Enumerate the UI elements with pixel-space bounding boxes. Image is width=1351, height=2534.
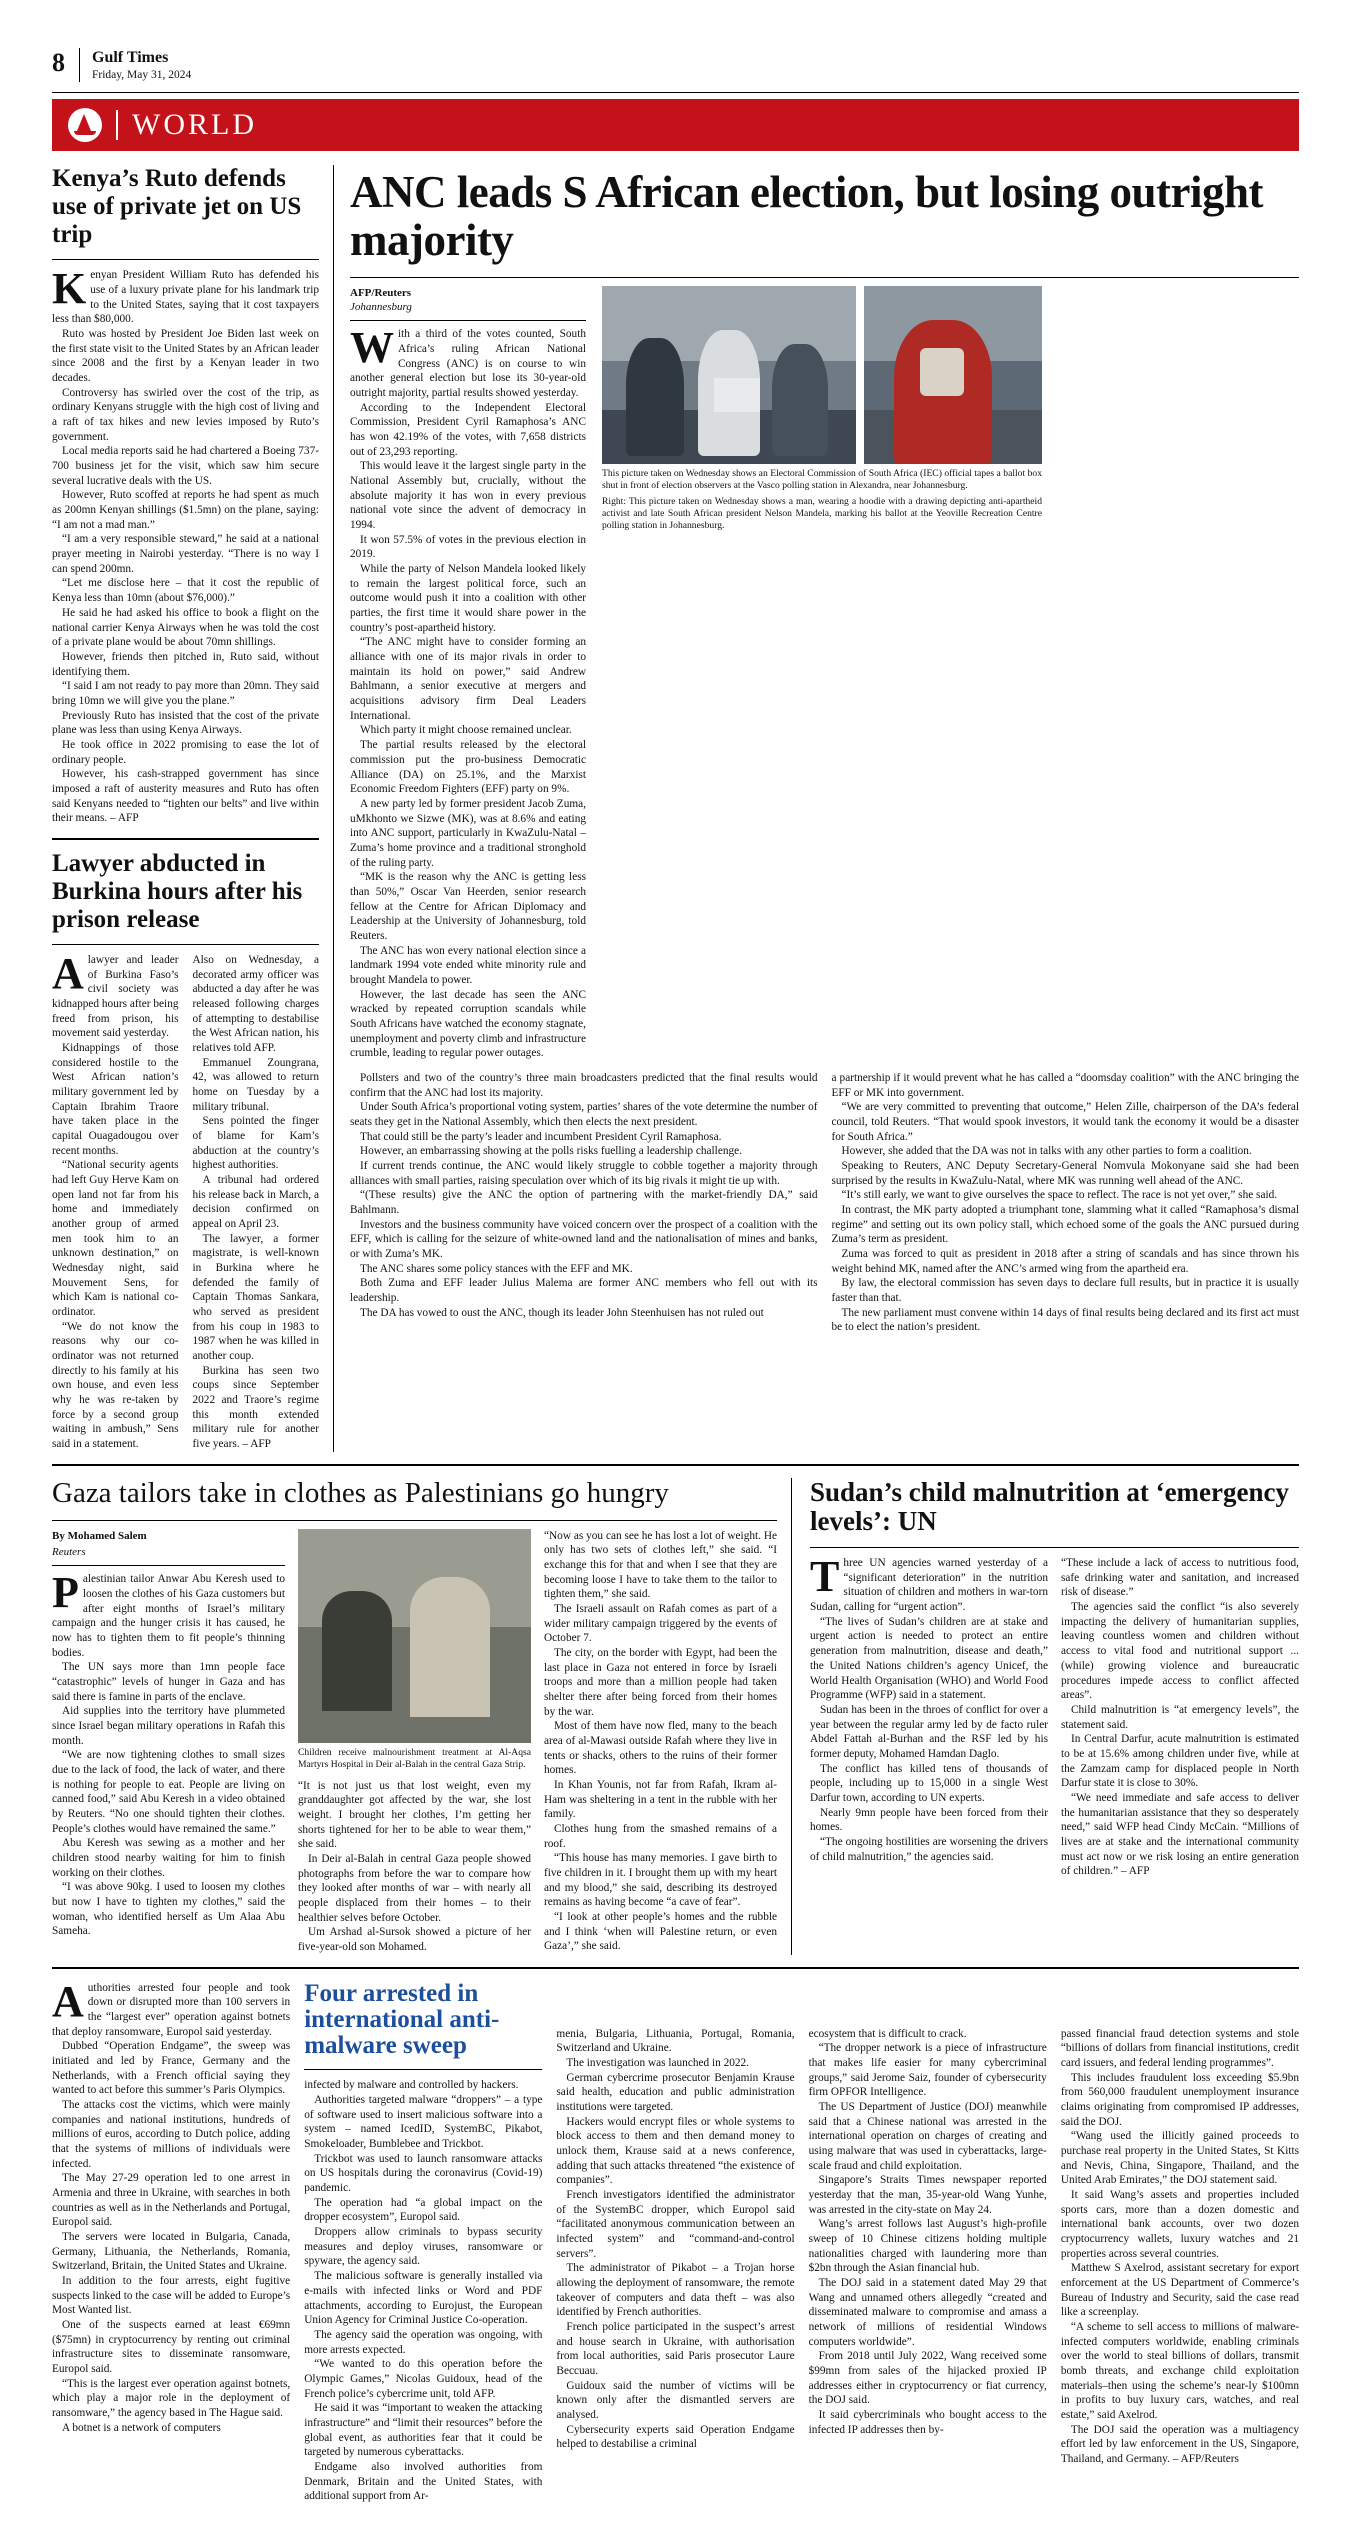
rule (52, 1464, 1299, 1466)
burkina-para: Also on Wednesday, a decorated army officer was abducted a day after he was released following charges of attempting to destabilise the West African nation, his relatives told AFP. (192, 953, 319, 1054)
malware-para: Authorities targeted malware “droppers” – a type of software used to insert malicious software into a system – named IcedID, SystemBC, Pikabot, Smokeloader, Bumblebee and Trickbot. (304, 2094, 543, 2151)
sudan-para: Three UN agencies warned yesterday of a “significant deterioration” in the nutrition situation of children and mothers in war-torn Sudan, calling for “urgent action”. (810, 1552, 1048, 1614)
anc-para: Investors and the business community have voiced concern over the prospect of a coalition with the EFF, which is calling for the seizure of white-owned land and the nationalisation of mines and banks, or with Zuma’s MK. (350, 1218, 818, 1260)
folio-number: 8 (52, 48, 65, 77)
page-header (52, 48, 1299, 88)
gaza-para: The UN says more than 1mn people face “catastrophic” levels of hunger in Gaza and has said there is famine in parts of the enclave. (52, 1661, 285, 1703)
malware-para: He said it was “important to weaken the attacking infrastructure” and “limit their resources” before the global event, as authorities fear that it could be targeted by numerous cyberattacks. (304, 2402, 543, 2459)
rule (52, 944, 319, 945)
burkina-para: The lawyer, a former magistrate, is well-known in Burkina where he defended the family of Captain Thomas Sankara, who served as president from his coup in 1983 to 1987 when he was killed in another coup. (192, 1232, 319, 1363)
mid-section (52, 1478, 1299, 1955)
malware-para: The administrator of Pikabot – a Trojan horse allowing the deployment of ransomware, the remote takeover of computers and data theft – was also identified by French authorities. (556, 2262, 795, 2319)
masthead (79, 48, 191, 82)
gaza-col-1 (52, 1529, 285, 1955)
header-rule (52, 92, 1299, 93)
malware-col-2 (304, 1981, 542, 2504)
sudan-para: In Central Darfur, acute malnutrition is estimated to be at 15.6% among children under five, while at the Zamzam camp for displaced people in North Darfur state it is close to 30%. (1061, 1733, 1299, 1790)
malware-para: It said Wang’s assets and properties included sports cars, more than a dozen domestic and international bank accounts, over two dozen cryptocurrency wallets, luxury watches and 21 properties across several countries. (1060, 2189, 1300, 2260)
sudan-para: “We need immediate and safe access to deliver the humanitarian assistance that they so desperately need,” said WFP head Cindy McCain. “Millions of lives are at stake and the international community must act now or we risk losing an entire generation of children.” – AFP (1061, 1791, 1299, 1878)
malware-para: Hackers would encrypt files or whole systems to block access to them and then demand money to unlock them, Krause said at a news conference, adding that such attacks threatened “the existence of companies”. (556, 2115, 795, 2187)
anc-para: “MK is the reason why the ANC is getting less than 50%,” Oscar Van Heerden, senior research fellow at the Centre for African Diplomacy and Leadership at the University of Johannesburg, told Reuters. (350, 871, 586, 942)
burkina-para: Burkina has seen two coups since September 2022 and Traore’s regime this month extended military rule for another five years. – AFP (192, 1364, 319, 1451)
anc-para: However, she added that the DA was not in talks with any other parties to form a coalition. (841, 1145, 1252, 1158)
malware-col-4 (809, 1981, 1047, 2504)
anc-byline-agency: AFP/Reuters (350, 286, 412, 299)
gaza-byline: By Mohamed Salem (52, 1529, 147, 1542)
anc-para: “We are very committed to preventing that outcome,” Helen Zille, chairperson of the DA’s federal council, told Reuters. “That would spook investors, it would tank the economy it would be a disaster for South Africa.” (831, 1101, 1299, 1143)
anc-dateline: Johannesburg (350, 301, 412, 314)
rule (52, 838, 319, 840)
sudan-headline: Sudan’s child malnutrition at ‘emergency levels’: UN (810, 1476, 1289, 1537)
malware-para: A botnet is a network of computers (62, 2421, 221, 2434)
malware-para: passed financial fraud detection systems and stole “billions of dollars from financial institutions, credit card issuers, and federal lending programmes”. (1060, 2027, 1300, 2070)
left-column (52, 165, 334, 1451)
rule (350, 277, 1299, 278)
malware-para: Wang’s arrest follows last August’s high-profile sweep of 10 Chinese citizens holding multiple nationalities charged with laundering more than $2bn through the Asian financial hub. (808, 2218, 1047, 2275)
anc-para: Speaking to Reuters, ANC Deputy Secretary-General Nomvula Mokonyane said she had been surprised by the results in KwaZulu-Natal, where MK was running well ahead of the ANC. (831, 1159, 1299, 1187)
gaza-photo-caption: Children receive malnourishment treatment at Al-Aqsa Martyrs Hospital in Deir al-Balah in the central Gaza Strip. (298, 1746, 531, 1770)
malware-para: “A scheme to sell access to millions of malware-infected computers worldwide, enabling criminals over the world to steal billions of dollars, transmit bomb threats, and exchange child exploitation materials–then using the scheme’s near-ly $100mn in profits to buy luxury cars, watches, and real estate,” said Axelrod. (1060, 2321, 1300, 2422)
malware-para: French police participated in the suspect’s arrest and house search in Ukraine, with authorisation from local authorities, said Paris prosecutor Laure Beccuau. (556, 2321, 795, 2378)
gaza-para: In Deir al-Balah in central Gaza people showed photographs from before the war to compare how they looked after months of war – with nearly all people displaced from their homes – to their healthier selves before October. (298, 1852, 531, 1924)
malware-para: Guidoux said the number of victims will be known only after the dismantled servers are analysed. (556, 2379, 795, 2422)
malware-para: Matthew S Axelrod, assistant secretary for export enforcement at the US Department of Commerce’s Bureau of Industry and Security, said the case read like a screenplay. (1060, 2262, 1300, 2319)
malware-para: The operation had “a global impact on the dropper ecosystem”, Europol said. (304, 2196, 543, 2224)
rule (52, 1565, 285, 1566)
gaza-article (52, 1478, 792, 1955)
anc-article (334, 165, 1299, 1451)
gaza-col-2 (298, 1529, 531, 1955)
anc-para: The partial results released by the electoral commission put the pro-business Democratic Alliance (DA) on 25.1%, and the Marxist Economic Freedom Fighters (EFF) party on 9%. (350, 739, 586, 796)
anc-top-grid (350, 286, 1299, 1061)
burkina-para: “National security agents had left Guy Herve Kam on open land not far from his home and immediately another group of armed men took him to an unknown destination,” on Wednesday night, said Mouvement Sens, for which Kam is national co-ordinator. (52, 1159, 179, 1319)
sudan-para: “These include a lack of access to nutritious food, safe drinking water and sanitation, and increased risk of disease.” (1061, 1557, 1299, 1599)
malware-para: The attacks cost the victims, which were mainly companies and national institutions, hundreds of millions of euros, according to Dutch police, adding that the systems of millions of individuals were infected. (52, 2099, 291, 2170)
anc-para: a partnership if it would prevent what he has called a “doomsday coalition” with the ANC bringing the EFF or MK into government. (831, 1071, 1299, 1099)
malware-para: infected by malware and controlled by hackers. (304, 2079, 519, 2092)
photo-malnutrition-treatment (298, 1529, 531, 1743)
malware-para: Authorities arrested four people and took down or disrupted more than 100 servers in the “largest ever” operation against botnets that deploy ransomware, Europol said yesterday. (52, 1976, 291, 2038)
anc-para: By law, the electoral commission has seven days to declare full results, but in practice it is usually faster than that. (831, 1277, 1299, 1305)
gaza-para: “I was above 90kg. I used to loosen my clothes but now I have to tighten my clothes,” said the woman, who identified herself as Um Alaa Abu Sameha. (52, 1881, 285, 1938)
malware-para: “Wang used the illicitly gained proceeds to purchase real property in the United States, St Kitts and Nevis, China, Singapore, Thailand, and the United Arab Emirates,” the DOJ statement said. (1060, 2130, 1300, 2187)
gaza-para: “I look at other people’s homes and the rubble and I think ‘when will Palestine return, or even Gaza’,” she said. (544, 1911, 777, 1953)
anc-para: “The ANC might have to consider forming an alliance with one of its major rivals in order to maintain its hold on power,” said Andrew Bahlmann, a senior executive at mergers and acquisitions advisory firm Deal Leaders International. (350, 636, 586, 722)
kenya-para: “Let me disclose here – that it cost the republic of Kenya less than 10mn (about $76,000).” (52, 577, 319, 605)
photo-row (602, 286, 1042, 464)
malware-para: The DOJ said the operation was a multiagency effort led by law enforcement in the US, Singapore, Thailand, and Germany. – AFP/Reuters (1060, 2423, 1300, 2466)
rule (350, 320, 586, 321)
anc-para: With a third of the votes counted, South Africa’s ruling African National Congress (ANC) is on course to win another general election but lose its 30-year-old outright majority, partial results showed yesterday. (350, 323, 586, 400)
anc-para: In contrast, the MK party adopted a triumphant tone, slamming what it called “Ramaphosa’s dismal regime” and setting out its own policy stall, which echoed some of the goals the ANC pursued during Zuma’s term as president. (831, 1203, 1299, 1246)
malware-para: “The dropper network is a piece of infrastructure that makes life easier for many cybercriminal groups,” said Jerome Saiz, founder of cybersecurity firm OPFOR Intelligence. (808, 2042, 1047, 2099)
malware-para: Droppers allow criminals to bypass security measures and deploy viruses, ransomware or spyware, the agency said. (304, 2226, 543, 2268)
anc-para: “(These results) give the ANC the option of partnering with the market-friendly DA,” said Bahlmann. (350, 1189, 818, 1216)
burkina-para: A tribunal had ordered his release back in March, a decision confirmed on appeal on April 23. (192, 1173, 319, 1230)
anc-para: While the party of Nelson Mandela looked likely to remain the largest political force, such an outcome would push it into a coalition with other parties, the first time it would share power in the country’s post-apartheid history. (350, 563, 586, 634)
rule (810, 1547, 1299, 1548)
kenya-para: Local media reports said he had chartered a Boeing 737-700 business jet for the visit, which saw him secure several lucrative deals with the US. (52, 445, 319, 487)
anc-para: Pollsters and two of the country’s three main broadcasters predicted that the final results would confirm that the ANC had lost its majority. (350, 1071, 818, 1099)
kenya-para: He took office in 2022 promising to ease the lot of ordinary people. (52, 738, 319, 766)
kenya-para: “I am a very responsible steward,” he said at a national prayer meeting in Nairobi yesterday. “There is no way I can spend 200mn. (52, 533, 319, 575)
gaza-para: “We are now tightening clothes to small sizes due to the lack of food, the lack of water, and there is nothing for people to eat. People are living on canned food,” said Abu Keresh in a video obtained by Reuters. “No one should tighten their clothes. People’s clothes would have remained the same.” (52, 1749, 285, 1835)
anc-para: Under South Africa’s proportional voting system, parties’ shares of the vote determine the number of seats they get in the National Assembly, which then elects the next president. (350, 1101, 818, 1128)
malware-para: French investigators identified the administrator of the SystemBC dropper, which Europol said “facilitated anonymous communication between an infected system” and “command-and-control servers”. (556, 2189, 795, 2260)
malware-para: “We wanted to do this operation before the Olympic Games,” Nicolas Guidoux, head of the French police’s cybercrime unit, told AFP. (304, 2358, 543, 2400)
gaza-para: Most of them have now fled, many to the beach area of al-Mawasi outside Rafah where they live in tents or shacks, others to the ruins of their former homes. (544, 1720, 777, 1777)
sudan-para: Sudan has been in the throes of conflict for over a year between the regular army led by de facto ruler Abdel Fattah al-Burhan and the RSF led by his former deputy, Mohamed Hamdan Daglo. (810, 1703, 1048, 1760)
malware-para: German cybercrime prosecutor Benjamin Krause said health, education and public administration institutions were targeted. (556, 2071, 795, 2114)
gaza-para: “This house has many memories. I gave birth to five children in it. I brought them up with my heart and my blood,” she said, describing its destroyed remains as having become “a cave of fear”. (544, 1852, 777, 1909)
malware-para: The malicious software is generally installed via e-mails with infected links or Word and PDF attachments, according to Eurojust, the European Union Agency for Criminal Justice Co-operation. (304, 2270, 543, 2327)
anc-col-a (350, 286, 586, 1061)
malware-para: The US Department of Justice (DOJ) meanwhile said that a Chinese national was arrested in the international operation on charges of creating and using malware that was used in cyberattacks, large-scale fraud and child exploitation. (808, 2101, 1047, 2172)
kenya-para: “I said I am not ready to pay more than 20mn. They said bring 10mn we will give you the plane.” (52, 680, 319, 707)
malware-col-3 (556, 1981, 794, 2504)
gaza-para: “Now as you can see he has lost a lot of weight. He only has two sets of clothes left,” she said. “I exchange this for that and when I see that they are becoming loose I have to take them to the tailor to tighten them,” she said. (544, 1529, 777, 1601)
section-band (52, 99, 1299, 151)
anc-para: “It’s still early, we want to give ourselves the space to reflect. The race is not yet over,” she said. (841, 1189, 1278, 1202)
gaza-para: Palestinian tailor Anwar Abu Keresh used to loosen the clothes of his Gaza customers but after eight months of Israel’s military campaign and the hunger crisis it has caused, he now has to tighten them to fit people’s thinning bodies. (52, 1568, 285, 1659)
malware-para: One of the suspects earned at least €69mn ($75mn) in cryptocurrency by renting out criminal infrastructure sites to disseminate ransomware, Europol said. (52, 2319, 291, 2376)
anc-para: The ANC shares some policy stances with the EFF and MK. (360, 1262, 633, 1275)
malware-para: Cybersecurity experts said Operation Endgame helped to destabilise a criminal (556, 2423, 795, 2451)
malware-para: In addition to the four arrests, eight fugitive suspects linked to the case will be added to Europe’s Most Wanted list. (52, 2275, 291, 2317)
anc-para: The new parliament must convene within 14 days of final results being declared and its first act must be to elect the nation’s president. (831, 1306, 1299, 1334)
malware-para: The servers were located in Bulgaria, Canada, Germany, Lithuania, the Netherlands, Romania, Switzerland, Britain, the United States and Ukraine. (52, 2231, 291, 2273)
anc-para: The DA has vowed to oust the ANC, though its leader John Steenhuisen has not ruled out (360, 1306, 764, 1319)
photo-ballot-box (602, 286, 856, 464)
burkina-para: Kidnappings of those considered hostile to the West African nation’s military government led by Captain Ibrahim Traore have taken place in the capital Ouagadougou over recent months. (52, 1041, 179, 1157)
burkina-para: Emmanuel Zoungrana, 42, was allowed to return home on Tuesday by a military tribunal. (192, 1056, 319, 1113)
sudan-para: “The lives of Sudan’s children are at stake and urgent action is needed to protect an entire generation from malnutrition, disease and death,” the United Nations children’s agency Unicef, the World Health Organisation (WHO) and World Food Programme (WFP) said in a statement. (810, 1615, 1048, 1702)
anc-col-b (350, 1071, 818, 1335)
kenya-headline: Kenya’s Ruto defends use of private jet on US trip (52, 165, 302, 249)
malware-para: ecosystem that is difficult to crack. (808, 2027, 967, 2040)
burkina-para: Sens pointed the finger of blame for Kam’s abduction at the country’s highest authorities. (192, 1115, 319, 1172)
kenya-para: He said he had asked his office to book a flight on the national carrier Kenya Airways when he was told the cost of a private plane would be about 70mn shillings. (52, 606, 319, 649)
burkina-columns (52, 948, 319, 1452)
malware-para: “This is the largest ever operation against botnets, which play a major role in the deployment of ransomware,” the agency based in The Hague said. (52, 2377, 291, 2420)
kenya-para: However, friends then pitched in, Ruto said, without identifying them. (52, 650, 319, 678)
burkina-col-2 (193, 953, 320, 1452)
anc-para: However, the last decade has seen the ANC wracked by repeated corruption scandals while South Africans have watched the economy stagnate, unemployment and poverty climb and infrastructure crumble, leading to regular power outages. (350, 988, 586, 1060)
sudan-para: “The ongoing hostilities are worsening the drivers of child malnutrition,” the agencies said. (810, 1835, 1048, 1863)
malware-para: Dubbed “Operation Endgame”, the sweep was initiated and led by France, Germany and the Netherlands, with a French official saying they wanted to act before this summer’s Paris Olympics. (52, 2040, 291, 2097)
malware-para: The agency said the operation was ongoing, with more arrests expected. (304, 2328, 543, 2356)
anc-para: The ANC has won every national election since a landmark 1994 vote ended white minority rule and brought Mandela to power. (350, 944, 586, 986)
anc-para: According to the Independent Electoral Commission, President Cyril Ramaphosa’s ANC has won 42.19% of the votes, with 7,658 districts out of 23,293 reporting. (350, 401, 586, 458)
anc-photo-caption-right: Right: This picture taken on Wednesday shows a man, wearing a hoodie with a drawing depicting anti-apartheid activist and late South African president Nelson Mandela, marking his ballot at the Yeoville Recreation Centre polling station in Johannesburg. (602, 495, 1042, 531)
malware-col-5 (1061, 1981, 1299, 2504)
kenya-para: However, his cash-strapped government has since imposed a raft of austerity measures and Ruto has often said Kenyans needed to “tighten our belts” and live within their means. – AFP (52, 768, 319, 825)
anc-para: That could still be the party’s leader and incumbent President Cyril Ramaphosa. (360, 1130, 722, 1143)
rule (52, 259, 319, 260)
gaza-headline: Gaza tailors take in clothes as Palestinians go hungry (52, 1476, 669, 1509)
burkina-para: Alawyer and leader of Burkina Faso’s civil society was kidnapped hours after being freed from prison, his movement said yesterday. (52, 948, 179, 1040)
sudan-para: The agencies said the conflict “is also severely impacting the delivery of humanitarian supplies, leaving countless women and children without access to vital food and nutritional support ... (while) growing violence and bureaucratic procedures impede access to conflict affected areas”. (1061, 1601, 1299, 1702)
gaza-para: The city, on the border with Egypt, had been the last place in Gaza not entered in force by Israeli troops and more than a million people had taken shelter there after being forced from their homes by the war. (544, 1647, 777, 1718)
burkina-para: “We do not know the reasons why our co-ordinator was not returned directly to his family at his own house, and even less why he was re-taken by force by a second group waiting in ambush,” Sens said in a statement. (52, 1320, 179, 1451)
rule (52, 1967, 1299, 1969)
malware-para: Endgame also involved authorities from Denmark, Britain and the United States, with additional support from Ar- (304, 2460, 543, 2503)
publication-date: Friday, May 31, 2024 (92, 69, 192, 81)
malware-para: Singapore’s Straits Times newspaper reported yesterday that the man, 35-year-old Wang Yunhe, was arrested in the city-state on May 24. (808, 2174, 1047, 2216)
gaza-col-3 (544, 1529, 777, 1955)
kenya-para: Previously Ruto has insisted that the cost of the private plane was less than using Kenya Airways. (52, 709, 319, 737)
malware-col-1 (52, 1976, 291, 2504)
sudan-columns (810, 1552, 1299, 1879)
sudan-article (808, 1478, 1299, 1955)
anc-para: A new party led by former president Jacob Zuma, uMkhonto we Sizwe (MK), was at 8.6% and eating into ANC support, particularly in KwaZulu-Natal – Zuma’s home province and a traditional stronghold of the ruling party. (350, 797, 586, 869)
malware-para: From 2018 until July 2022, Wang received some $99mn from sales of the hijacked proxied IP addresses either in cryptocurrency or fiat currency, the DOJ said. (808, 2350, 1047, 2407)
malware-para: menia, Bulgaria, Lithuania, Portugal, Romania, Switzerland and Ukraine. (556, 2027, 795, 2055)
sudan-col-1 (810, 1552, 1048, 1879)
gaza-byline-agency: Reuters (52, 1545, 86, 1558)
sudan-col-2 (1061, 1556, 1299, 1879)
rule (304, 2069, 542, 2070)
gaza-para: In Khan Younis, not far from Rafah, Ikram al-Ham was sheltering in a tent in the rubble with her family. (544, 1779, 777, 1821)
burkina-headline: Lawyer abducted in Burkina hours after his prison release (52, 849, 303, 933)
malware-para: Trickbot was used to launch ransomware attacks on US hospitals during the coronavirus (Covid-19) pandemic. (304, 2152, 543, 2195)
malware-article (52, 1976, 1300, 2504)
malware-para: This includes fraudulent loss exceeding $5.9bn from 560,000 fraudulent unemployment insurance claims originating from compromised IP addresses, said the DOJ. (1060, 2071, 1300, 2128)
malware-headline: Four arrested in international anti-malware sweep (304, 1979, 500, 2060)
sudan-para: The conflict has killed tens of thousands of people, including up to 15,000 in a single West Darfur town, according to UN experts. (810, 1762, 1048, 1804)
kenya-para: Controversy has swirled over the cost of the trip, as ordinary Kenyans struggle with the high cost of living and a raft of tax hikes and new levies imposed by Ruto’s government. (52, 386, 319, 443)
kenya-para: Kenyan President William Ruto has defended his use of a luxury private plane for his landmark trip to the United States, saying that it cost taxpayers less than $80,000. (52, 264, 319, 326)
malware-para: The investigation was launched in 2022. (566, 2057, 749, 2070)
malware-para: The May 27-29 operation led to one arrest in Armenia and three in Ukraine, with searches in both countries as well as in the Netherlands and Portugal, Europol said. (52, 2172, 291, 2229)
anc-byline (350, 286, 586, 315)
gaza-para: The Israeli assault on Rafah comes as part of a wider military campaign triggered by the events of October 7. (544, 1603, 777, 1645)
sudan-para: Nearly 9mn people have been forced from their homes. (810, 1806, 1048, 1834)
anc-bottom-columns (350, 1071, 1299, 1335)
anc-para: Zuma was forced to quit as president in 2018 after a string of scandals and has since thrown his weight behind MK, named after the ANC’s armed wing from the apartheid era. (831, 1248, 1299, 1275)
sudan-para: Child malnutrition is “at emergency levels”, the statement said. (1061, 1703, 1299, 1731)
anc-para: It won 57.5% of votes in the previous election in 2019. (350, 533, 586, 561)
gaza-para: Um Arshad al-Sursok showed a picture of her five-year-old son Mohamed. (298, 1926, 531, 1953)
paper-name: Gulf Times (92, 49, 169, 66)
gaza-para: Aid supplies into the territory have plummeted since Israel began military operations in Rafah this month. (52, 1705, 285, 1747)
burkina-col-1 (52, 948, 179, 1452)
kenya-para: Ruto was hosted by President Joe Biden last week on the first state visit to the United States by an African leader since 2008 and the first by a Kenyan leader in two decades. (52, 328, 319, 385)
gaza-para: Clothes hung from the smashed remains of a roof. (544, 1823, 777, 1850)
anc-para: If current trends continue, the ANC would likely struggle to cobble together a majority through alliances with small parties, raising speculation over which of its big rivals it might tie up with. (350, 1159, 818, 1187)
gaza-para: Abu Keresh was sewing as a mother and her children stood nearby waiting for him to finish working on their clothes. (52, 1837, 285, 1879)
top-section (52, 165, 1299, 1451)
photo-mandela-hoodie (864, 286, 1042, 464)
malware-para: The DOJ said in a statement dated May 29 that Wang and unnamed others allegedly “created and disseminated malware to compromise and amass a network of millions of residential Windows computers worldwide”. (808, 2277, 1047, 2348)
gaza-para: “It is not just us that lost weight, even my granddaughter got affected by the war, she lost weight. I brought her clothes, I’m getting her shorts tightened for her to be able to wear them,” she said. (298, 1779, 531, 1851)
kenya-para: However, Ruto scoffed at reports he had spent as much as 200mn Kenyan shillings ($1.5mn) on the plane, saying: “I am not a mad man.” (52, 489, 319, 531)
anc-col-c (832, 1071, 1300, 1335)
anc-para: This would leave it the largest single party in the National Assembly but, crucially, without the absolute majority it has won in every previous national vote since the advent of democracy in 1994. (350, 460, 586, 532)
rule (52, 1520, 777, 1521)
section-title: WORLD (132, 108, 257, 142)
band-divider (116, 110, 118, 140)
anc-para: However, an embarrassing showing at the polls risks fuelling a leadership challenge. (360, 1145, 742, 1158)
gaza-columns (52, 1529, 777, 1955)
anc-headline: ANC leads S African election, but losing outright majority (350, 167, 1264, 266)
anc-para: Both Zuma and EFF leader Julius Malema are former ANC members who fell out with its leadership. (350, 1277, 818, 1305)
anc-para: Which party it might choose remained unclear. (360, 724, 572, 737)
malware-para: It said cybercriminals who bought access to the infected IP addresses then by- (808, 2409, 1047, 2436)
anc-photo-group (602, 286, 1042, 1061)
sailboat-logo-icon (68, 108, 102, 142)
anc-photo-caption-left: This picture taken on Wednesday shows an Electoral Commission of South Africa (IEC) official tapes a ballot box shut in front of election observers at the Vasco polling station in Alexandra, near Johannesburg. (602, 467, 1042, 491)
